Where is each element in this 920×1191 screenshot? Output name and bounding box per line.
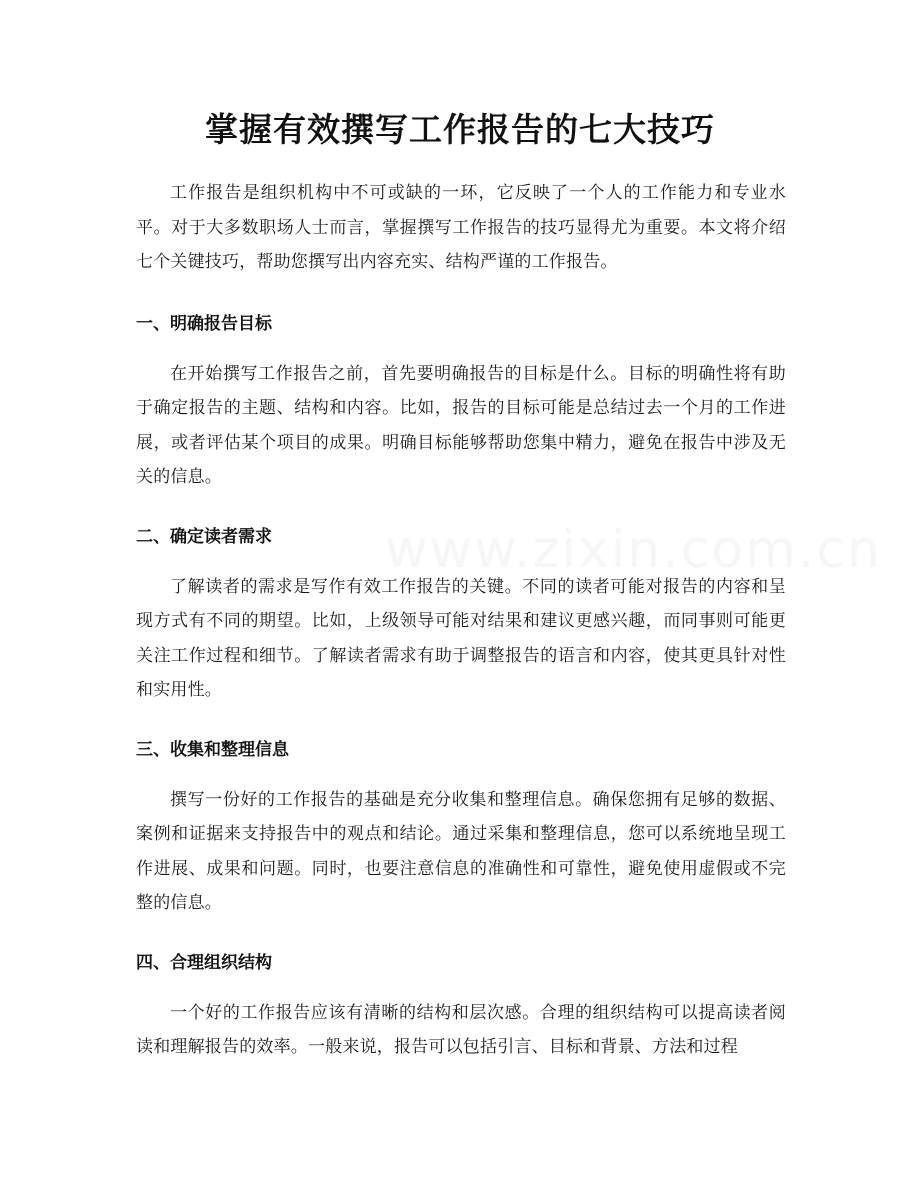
section-paragraph-4: 一个好的工作报告应该有清晰的结构和层次感。合理的组织结构可以提高读者阅读和理解报告的效率。一般来说，报告可以包括引言、目标和背景、方法和过程 — [136, 1002, 786, 1057]
intro-paragraph: 工作报告是组织机构中不可或缺的一环，它反映了一个人的工作能力和专业水平。对于大多数职场人士而言，掌握撰写工作报告的技巧显得尤为重要。本文将介绍七个关键技巧，帮助您撰写出内容充实、结构严谨的工作报告。 — [136, 183, 786, 272]
section-paragraph-3: 撰写一份好的工作报告的基础是充分收集和整理信息。确保您拥有足够的数据、案例和证据来支持报告中的观点和结论。通过采集和整理信息，您可以系统地呈现工作进展、成果和问题。同时，也要注意信息的准确性和可靠性，避免使用虚假或不完整的信息。 — [136, 789, 786, 913]
document-body — [136, 176, 786, 1065]
section-heading-2: 二、确定读者需求 — [136, 526, 272, 547]
watermark: www.zixin.com.cn — [385, 520, 882, 580]
document-title: 掌握有效撰写工作报告的七大技巧 — [205, 110, 715, 149]
section-paragraph-1: 在开始撰写工作报告之前，首先要明确报告的目标是什么。目标的明确性将有助于确定报告的主题、结构和内容。比如，报告的目标可能是总结过去一个月的工作进展，或者评估某个项目的成果。明确目标能够帮助您集中精力，避免在报告中涉及无关的信息。 — [136, 363, 786, 487]
section-heading-3: 三、收集和整理信息 — [136, 739, 289, 760]
section-heading-1: 一、明确报告目标 — [136, 313, 272, 334]
section-heading-4: 四、合理组织结构 — [136, 952, 272, 973]
section-paragraph-2: 了解读者的需求是写作有效工作报告的关键。不同的读者可能对报告的内容和呈现方式有不同的期望。比如，上级领导可能对结果和建议更感兴趣，而同事则可能更关注工作过程和细节。了解读者需求有助于调整报告的语言和内容，使其更具针对性和实用性。 — [136, 576, 786, 700]
